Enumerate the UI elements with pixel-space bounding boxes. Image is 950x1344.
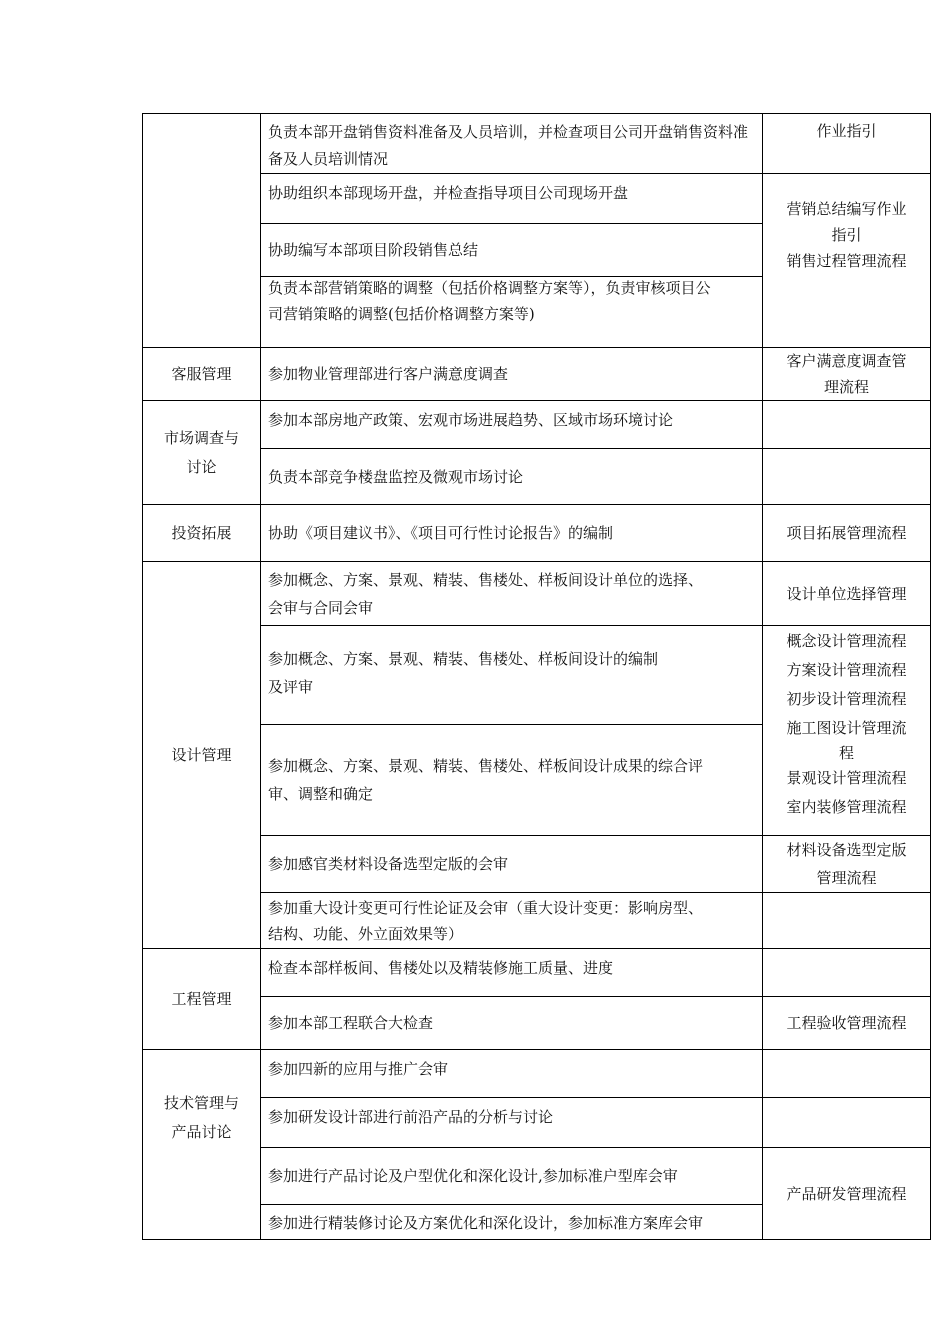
duty-text: 负责本部竞争楼盘监控及微观市场讨论 [268,467,524,486]
doc-cell: 工程验收管理流程 [763,997,931,1050]
doc-line: 室内装修管理流程 [786,798,907,816]
duty-text: 参加本部工程联合大检查 [268,1014,434,1032]
doc-cell [763,836,931,893]
category-cell: 设计管理 [143,562,261,949]
doc-line: 指引 [831,226,862,244]
duty-cell [261,725,763,836]
duty-text: 司营销策略的调整(包括价格调整方案等) [268,305,535,323]
doc-cell [763,949,931,997]
doc-line: 景观设计管理流程 [786,769,907,787]
duty-cell [261,1098,763,1148]
category-cell: 工程管理 [143,949,261,1050]
duty-text: 参加概念、方案、景观、精装、售楼处、样板间设计单位的选择、 [268,570,704,589]
duty-cell [261,401,763,449]
category-line: 技术管理与 [163,1093,239,1112]
doc-line: 管理流程 [816,869,877,887]
duty-text: 参加概念、方案、景观、精装、售楼处、样板间设计的编制 [268,650,659,668]
duty-cell [261,277,763,348]
category-cell-blank [143,114,261,348]
doc-line: 销售过程管理流程 [786,252,907,270]
duty-cell [261,836,763,893]
doc-cell: 产品研发管理流程 [763,1148,931,1240]
duty-text: 参加进行精装修讨论及方案优化和深化设计，参加标准方案库会审 [268,1214,704,1232]
duty-cell [261,949,763,997]
doc-cell: 设计单位选择管理 [763,562,931,626]
duty-text: 结构、功能、外立面效果等） [268,924,464,943]
duty-text: 及评审 [268,678,314,696]
doc-line: 程 [838,744,854,762]
duty-text: 负责本部营销策略的调整（包括价格调整方案等），负责审核项目公 [268,279,711,297]
duty-cell [261,562,763,626]
duty-cell [261,348,763,401]
duty-text: 参加本部房地产政策、宏观市场进展趋势、区域市场环境讨论 [268,411,674,429]
doc-line: 理流程 [823,378,869,396]
responsibility-table [142,113,931,1240]
duty-text: 协助组织本部现场开盘，并检查指导项目公司现场开盘 [268,184,629,202]
category-cell [143,401,261,505]
doc-cell [763,626,931,836]
doc-cell [763,449,931,505]
duty-text: 检查本部样板间、售楼处以及精装修施工质量、进度 [268,959,614,977]
doc-cell: 项目拓展管理流程 [763,505,931,562]
duty-cell [261,1205,763,1240]
duty-text: 审、调整和确定 [268,785,374,803]
duty-text: 协助编写本部项目阶段销售总结 [268,241,479,259]
duty-cell [261,997,763,1050]
doc-cell [763,174,931,348]
doc-line: 概念设计管理流程 [786,632,907,650]
duty-text: 参加研发设计部进行前沿产品的分析与讨论 [268,1108,554,1126]
doc-line: 施工图设计管理流 [786,719,907,737]
duty-cell [261,224,763,277]
doc-line: 营销总结编写作业 [786,200,907,218]
doc-line: 客户满意度调查管 [786,352,907,370]
duty-cell [261,114,763,174]
doc-cell [763,1050,931,1098]
duty-text: 会审与合同会审 [268,598,374,617]
duty-cell [261,505,763,562]
duty-cell [261,626,763,725]
doc-cell [763,348,931,401]
duty-cell [261,174,763,224]
category-cell: 投资拓展 [143,505,261,562]
category-line: 产品讨论 [171,1122,232,1141]
duty-text: 参加感官类材料设备选型定版的会审 [268,855,509,873]
duty-text: 协助《项目建议书》、《项目可行性讨论报告》的编制 [268,524,614,542]
doc-cell [763,1098,931,1148]
duty-text: 参加概念、方案、景观、精装、售楼处、样板间设计成果的综合评 [268,757,704,775]
category-cell [143,1050,261,1240]
doc-line: 材料设备选型定版 [786,841,907,859]
category-line: 讨论 [186,457,217,476]
duty-text: 参加进行产品讨论及户型优化和深化设计,参加标准户型库会审 [268,1167,678,1185]
duty-cell [261,1050,763,1098]
doc-cell [763,893,931,949]
duty-text: 负责本部开盘销售资料准备及人员培训，并检查项目公司开盘销售资料准备及人员培训情况 [268,123,749,168]
duty-cell [261,449,763,505]
duty-cell [261,893,763,949]
duty-cell [261,1148,763,1205]
category-line: 市场调查与 [163,428,239,447]
doc-line: 初步设计管理流程 [786,690,907,708]
doc-cell: 作业指引 [763,114,931,174]
duty-text: 参加重大设计变更可行性论证及会审（重大设计变更：影响房型、 [268,898,704,917]
doc-cell [763,401,931,449]
category-cell: 客服管理 [143,348,261,401]
doc-line: 方案设计管理流程 [786,661,907,679]
duty-text: 参加四新的应用与推广会审 [268,1060,449,1078]
duty-text: 参加物业管理部进行客户满意度调查 [268,365,509,383]
